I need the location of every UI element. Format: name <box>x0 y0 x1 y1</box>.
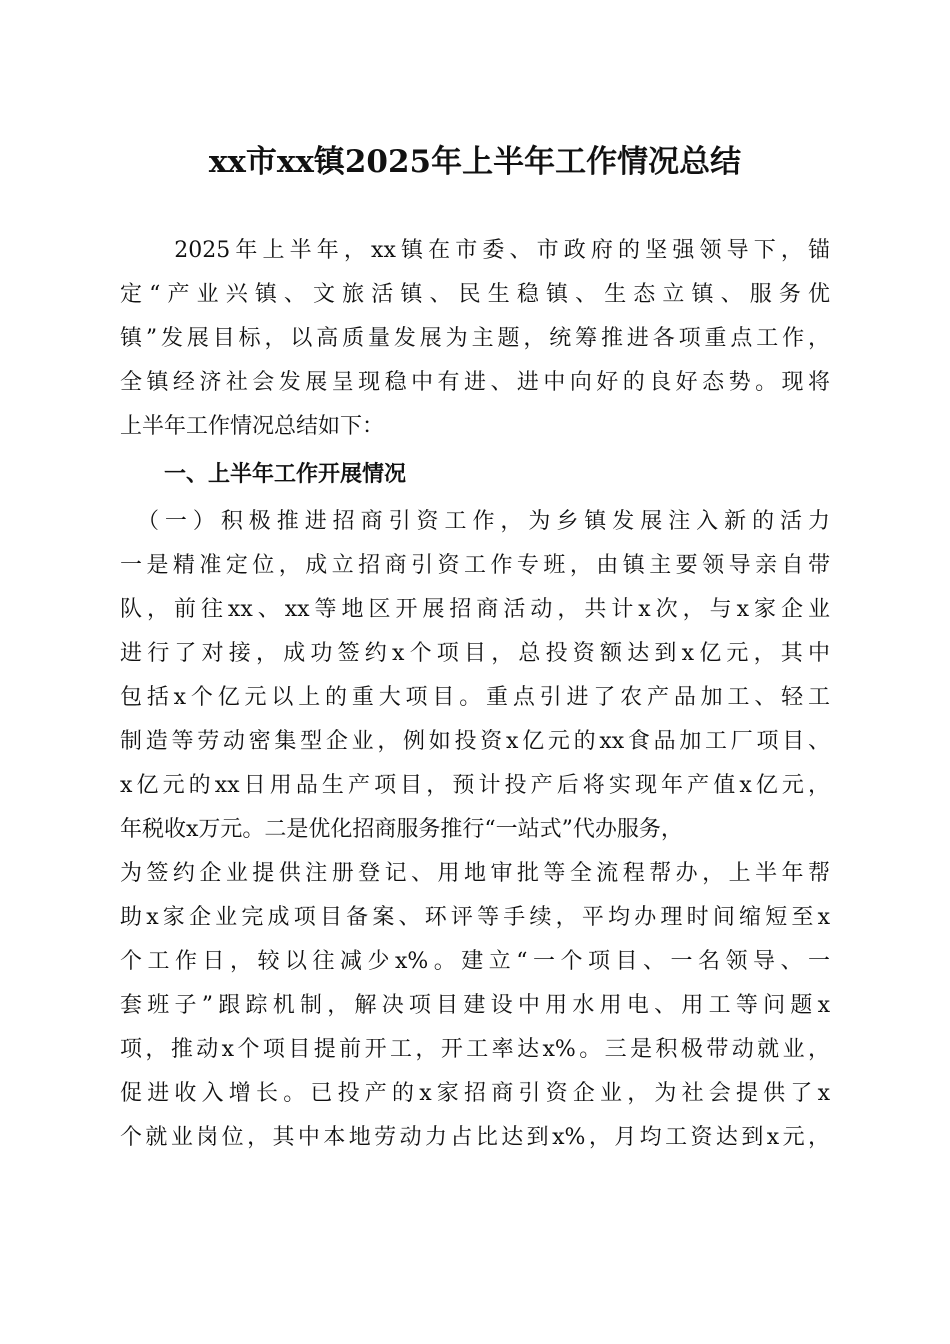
body-line: 2025年上半年，xx镇在市委、市政府的坚强领导下，锚 <box>120 238 830 263</box>
body-line: 个工作日，较以往减少x%。建立“一个项目、一名领导、一 <box>120 949 830 974</box>
section-heading: 一、上半年工作开展情况 <box>120 462 407 487</box>
body-line: 上半年工作情况总结如下： <box>120 414 385 439</box>
body-line: 包括x个亿元以上的重大项目。重点引进了农产品加工、轻工 <box>120 685 830 710</box>
body-line: 一是精准定位，成立招商引资工作专班，由镇主要领导亲自带 <box>120 553 830 578</box>
body-line: 助x家企业完成项目备案、环评等手续，平均办理时间缩短至x <box>120 905 830 930</box>
body-line: 制造等劳动密集型企业，例如投资x亿元的xx食品加工厂项目、 <box>120 729 830 754</box>
body-line: 定“产业兴镇、文旅活镇、民生稳镇、生态立镇、服务优 <box>120 282 830 307</box>
page-title: xx市xx镇2025年上半年工作情况总结 <box>208 144 742 180</box>
body-line: 队，前往xx、xx等地区开展招商活动，共计x次，与x家企业 <box>120 597 830 622</box>
body-line: 个就业岗位，其中本地劳动力占比达到x%，月均工资达到x元， <box>120 1125 830 1150</box>
body-line: 镇”发展目标，以高质量发展为主题，统筹推进各项重点工作， <box>120 326 830 351</box>
body-line: 全镇经济社会发展呈现稳中有进、进中向好的良好态势。现将 <box>120 370 830 395</box>
body-line: 项，推动x个项目提前开工，开工率达x%。三是积极带动就业， <box>120 1037 830 1062</box>
body-line: 为签约企业提供注册登记、用地审批等全流程帮办，上半年帮 <box>120 861 830 886</box>
subsection-heading: （一）积极推进招商引资工作，为乡镇发展注入新的活力 <box>120 509 830 534</box>
body-line: x亿元的xx日用品生产项目，预计投产后将实现年产值x亿元， <box>120 773 830 798</box>
body-line: 套班子”跟踪机制，解决项目建设中用水用电、用工等问题x <box>120 993 830 1018</box>
body-line: 年税收x万元。二是优化招商服务推行“一站式”代办服务， <box>120 817 683 842</box>
body-line: 促进收入增长。已投产的x家招商引资企业，为社会提供了x <box>120 1081 830 1106</box>
body-line: 进行了对接，成功签约x个项目，总投资额达到x亿元，其中 <box>120 641 830 666</box>
